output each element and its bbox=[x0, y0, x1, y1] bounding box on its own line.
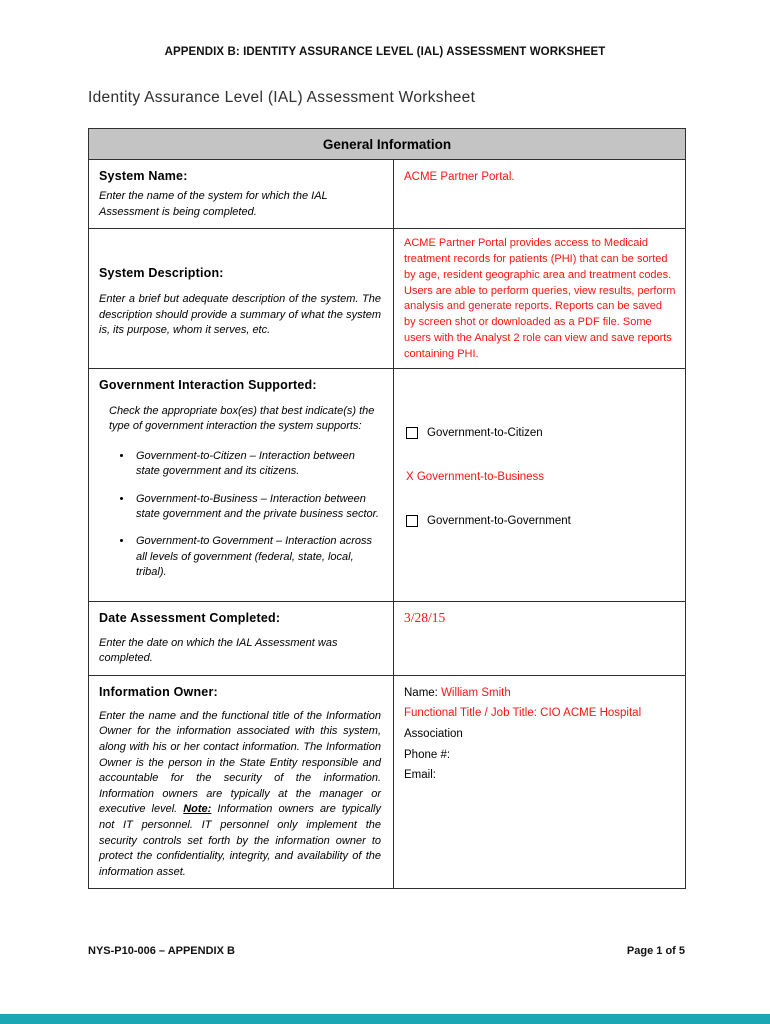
table-row bbox=[89, 601, 686, 675]
bullet-government-to-government: • Government-to Government – Interaction across all levels of government (federal, state, local, tribal). bbox=[133, 534, 381, 580]
owner-title-continuation: Association bbox=[404, 728, 463, 741]
table-row bbox=[89, 229, 686, 368]
information-owner-label: Information Owner: bbox=[99, 684, 218, 699]
information-owner-fields bbox=[394, 676, 685, 797]
government-interaction-label: Government Interaction Supported: bbox=[99, 377, 317, 392]
page-footer bbox=[88, 945, 685, 957]
system-description-instructions: Enter a brief but adequate description of the system. The description should provide a summary of what the system is, its purpose, whom it serves, etc. bbox=[99, 293, 381, 337]
owner-phone-label[interactable]: Phone #: bbox=[404, 748, 451, 761]
table-row bbox=[89, 160, 686, 229]
system-description-label: System Description: bbox=[99, 266, 224, 281]
bullet-government-to-business: • Government-to-Business – Interaction between state government and the private business sector. bbox=[133, 492, 381, 523]
owner-title-value-field[interactable]: Functional Title / Job Title: CIO ACME Hospital bbox=[404, 707, 642, 720]
option-label-government-to-citizen: Government-to-Citizen bbox=[427, 426, 543, 439]
date-assessment-instructions: Enter the date on which the IAL Assessment was completed. bbox=[99, 636, 338, 665]
footer-page-number: Page 1 of 5 bbox=[626, 945, 685, 957]
table-row bbox=[89, 675, 686, 889]
information-owner-instructions bbox=[99, 709, 381, 881]
owner-email-label[interactable]: Email: bbox=[404, 769, 436, 782]
owner-name-line bbox=[404, 685, 675, 702]
owner-name-value-field[interactable]: William Smith bbox=[441, 686, 511, 699]
checkbox-government-to-citizen[interactable] bbox=[406, 427, 418, 439]
table-row bbox=[89, 368, 686, 601]
information-owner-instructions-part2: Information owners are typically not IT personnel. IT personnel only implement the security controls set forth by the information owner to protect the confidentiality, integrity, and availability of the information asset. bbox=[99, 803, 382, 878]
information-owner-instructions-part1: Enter the name and the functional title of the Information Owner for the information associated with this system, along with his or her contact information. The Information Owner is the person in the State Entity responsible and accountable for the security of the information. Information owners are typically at the manager or executive level. bbox=[99, 709, 381, 816]
owner-name-label: Name: bbox=[404, 686, 442, 699]
checkbox-government-to-government[interactable] bbox=[406, 515, 418, 527]
system-name-value-field[interactable]: ACME Partner Portal. bbox=[404, 171, 515, 183]
option-label-government-to-government: Government-to-Government bbox=[427, 514, 571, 527]
option-government-to-government[interactable] bbox=[406, 515, 677, 527]
bullet-government-to-citizen: • Government-to-Citizen – Interaction between state government and its citizens. bbox=[133, 449, 381, 480]
government-interaction-options bbox=[394, 369, 685, 527]
footer-document-id: NYS-P10-006 – APPENDIX B bbox=[88, 945, 235, 957]
page-title: Identity Assurance Level (IAL) Assessment Worksheet bbox=[88, 89, 476, 106]
date-assessment-value-field[interactable]: 3/28/15 bbox=[404, 609, 446, 625]
running-header: APPENDIX B: IDENTITY ASSURANCE LEVEL (IAL) ASSESSMENT WORKSHEET bbox=[164, 46, 606, 58]
government-interaction-bullet-list bbox=[133, 449, 381, 581]
date-assessment-label: Date Assessment Completed: bbox=[99, 610, 281, 625]
option-government-to-business-checked[interactable]: X Government-to-Business bbox=[406, 470, 545, 483]
government-interaction-instructions: Check the appropriate box(es) that best indicate(s) the type of government interaction the system supports: bbox=[109, 404, 375, 433]
system-description-value-field[interactable]: ACME Partner Portal provides access to Medicaid treatment records for patients (PHI) that can be sorted by age, resident geographic area and treatment codes. Users are able to perform queries, view results, perform analysis and generate reports. Reports can be saved by screen shot or downloaded as a PDF file. Some users with the Analyst 2 role can view and save reports containing PHI. bbox=[404, 237, 676, 360]
information-owner-note-label: Note: bbox=[183, 803, 212, 816]
general-information-table bbox=[88, 128, 686, 889]
viewer-bottom-bar bbox=[0, 1014, 770, 1024]
system-name-label: System Name: bbox=[99, 169, 188, 183]
section-header-general-information: General Information bbox=[89, 129, 686, 160]
system-name-instructions: Enter the name of the system for which the IAL Assessment is being completed. bbox=[99, 190, 328, 218]
option-government-to-citizen[interactable] bbox=[406, 427, 677, 439]
